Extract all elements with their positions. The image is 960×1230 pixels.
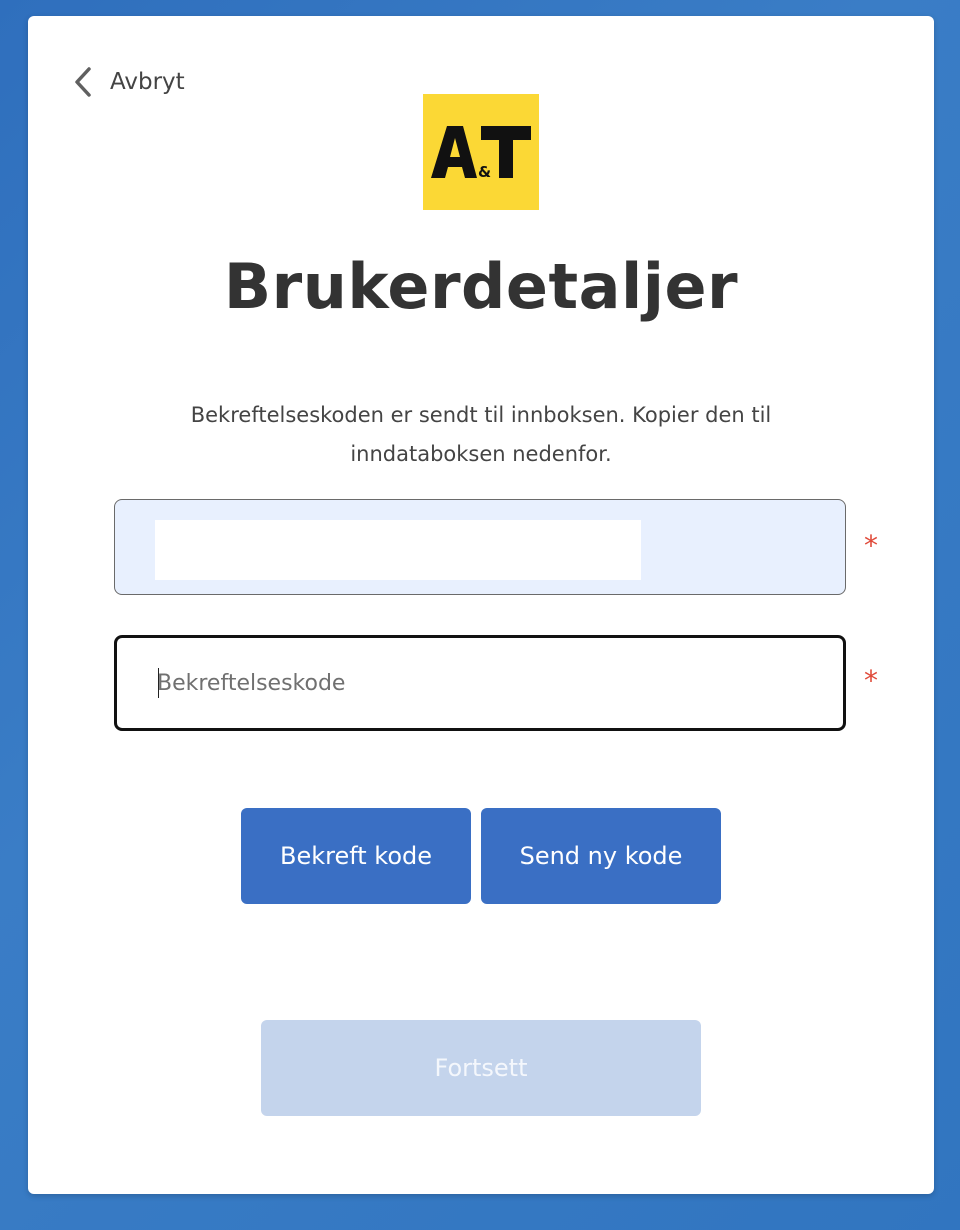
text-caret — [158, 668, 159, 698]
verification-code-input[interactable] — [157, 638, 797, 728]
brand-logo-mark — [429, 122, 533, 182]
cancel-link-label: Avbryt — [110, 69, 185, 95]
email-field[interactable] — [114, 499, 846, 595]
intro-text — [128, 396, 834, 474]
svg-text:&: & — [478, 163, 492, 181]
intro-line-2: inndataboksen nedenfor. — [350, 442, 612, 466]
continue-button[interactable]: Fortsett — [261, 1020, 701, 1116]
code-required-mark: * — [864, 664, 878, 697]
email-input[interactable] — [155, 520, 641, 580]
verify-code-button[interactable]: Bekreft kode — [241, 808, 471, 904]
page-title: Brukerdetaljer — [223, 250, 739, 323]
intro-line-1: Bekreftelseskoden er sendt til innboksen. Kopier den til — [190, 403, 772, 427]
resend-code-button[interactable]: Send ny kode — [481, 808, 721, 904]
chevron-left-icon — [72, 66, 94, 98]
brand-logo — [423, 94, 539, 210]
email-required-mark: * — [864, 529, 878, 562]
signup-card — [28, 16, 934, 1194]
cancel-link[interactable] — [72, 66, 185, 98]
verification-code-field[interactable] — [114, 635, 846, 731]
